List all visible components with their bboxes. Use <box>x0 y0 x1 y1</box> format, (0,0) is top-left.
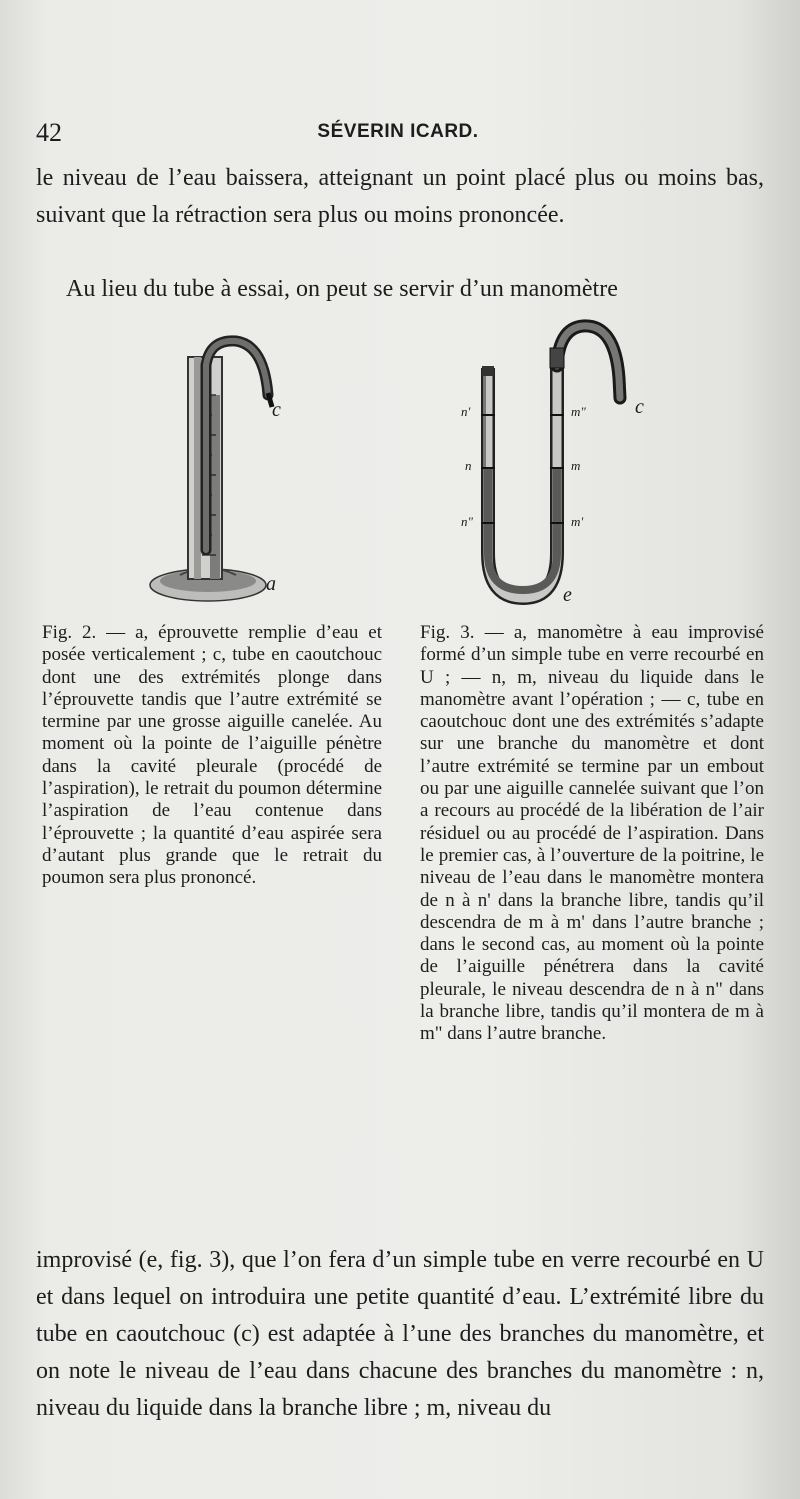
test-tube-illustration <box>140 335 310 625</box>
page-header <box>36 118 760 148</box>
figure-3-label-n-double-prime: n" <box>461 514 473 529</box>
paragraph-top-1: le niveau de l’eau baissera, atteignant un point placé plus ou moins bas, suivant que la rétraction sera plus ou moins prononcée. <box>36 165 764 228</box>
figure-2-label-c: c <box>272 399 281 421</box>
figure-2-label-a: a <box>266 573 276 595</box>
figure-2-test-tube <box>140 335 310 625</box>
page-number: 42 <box>36 118 62 147</box>
figure-3-label-m-prime: m' <box>571 514 584 529</box>
figure-3-label-n: n <box>465 458 472 473</box>
figure-3-caption: Fig. 3. — a, manomètre à eau improvisé formé d’un simple tube en verre recourbé en U ; — n, m, niveau du liquide dans le manomètre avant l’opération ; — c, tube en caoutchouc dont une des extrémités s’adapte sur une branche du manomètre et dont l’autre extrémité se termine par un embout ou par une aiguille cannelée suivant que l’on a recours au procédé de la libération de l’air résiduel ou au procédé de l’aspiration. Dans le premier cas, à l’ouverture de la poitrine, le niveau de l’eau dans le manomètre montera de n à n' dans la branche libre, tandis qu’il descendra de m à m' dans l’autre branche ; dans le second cas, au moment où la pointe de l’aiguille pénétrera dans la cavité pleurale, le niveau descendra de n à n" dans la branche libre, tandis qu’il montera de m à m" dans l’autre branche. <box>420 622 764 1045</box>
figure-3-label-n-prime: n' <box>461 404 471 419</box>
running-head: SÉVERIN ICARD. <box>317 121 479 142</box>
u-tube-illustration <box>455 318 670 618</box>
figure-3-label-m-double-prime: m" <box>571 404 586 419</box>
figure-3-u-tube-manometer <box>455 318 670 618</box>
figure-3-label-m: m <box>571 458 581 473</box>
figure-3-label-e: e <box>563 584 572 606</box>
figure-2-caption: Fig. 2. — a, éprouvette remplie d’eau et posée verticalement ; c, tube en caoutchouc dont une des extrémités plonge dans l’éprouvette tandis que l’autre extrémité se termine par une grosse aiguille canelée. Au moment où la pointe de l’aiguille pénètre dans la cavité pleurale (procédé de l’aspiration), le retrait du poumon détermine l’aspiration de l’eau contenue dans l’éprouvette ; la quantité d’eau aspirée sera d’autant plus grande que le retrait du poumon sera plus prononcé. <box>42 622 382 889</box>
paragraph-bottom: improvisé (e, fig. 3), que l’on fera d’un simple tube en verre recourbé en U et dans lequel on introduira une petite quantité d’eau. L’extrémité libre du tube en caoutchouc (c) est adaptée à l’une des branches du manomètre, et on note le niveau de l’eau dans chacune des branches du manomètre : n, niveau du liquide dans la branche libre ; m, niveau du <box>36 1247 764 1421</box>
figure-3-label-c: c <box>635 396 644 418</box>
paragraph-top-2: Au lieu du tube à essai, on peut se servir d’un manomètre <box>66 276 618 302</box>
